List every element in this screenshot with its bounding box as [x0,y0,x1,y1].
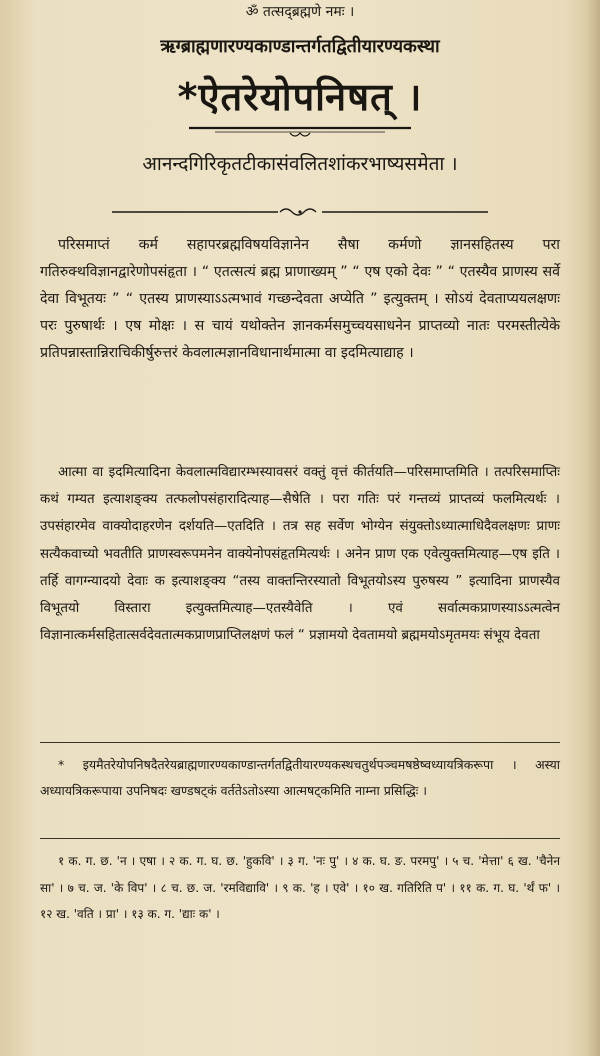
variants-separator [40,838,560,839]
tika-paragraph: आत्मा वा इदमित्यादिना केवलात्मविद्यारम्भस्यावसरं वक्तुं वृत्तं कीर्तयति—परिसमाप्तमिति । तत्परिसमाप्तिः कथं गम्यत इत्याशङ्क्य तत्फलोपसंहारादित्याह—सैषेति । परा गतिः परं गन्तव्यं प्राप्तव्यं फलमित्यर्थः । उपसंहारमेव वाक्योदाहरणेन दर्शयति—एतदिति । तत्र सह सर्वेण भोग्येन संयुक्तोऽध्यात्माधिदैवलक्षणः प्राणः सत्यैकवाच्यो भवतीति प्राणस्वरूपमनेन वाक्येनोपसंहृतमित्यर्थः । अनेन प्राण एक एवेत्युक्तमित्याह—एष इति । तर्हि वागग्न्यादयो देवाः क इत्याशङ्क्य “तस्य वाक्तन्तिरस्यातो विभूतयोऽस्य पुरुषस्य ” इत्यादिना प्राणस्यैव विभूतयो विस्तारा इत्युक्तमित्याह—एतस्यैवेति । एवं सर्वात्मकप्राणस्याऽऽत्मत्वेन विज्ञानात्कर्मसहितात्सर्वदेवतात्मकप्राणप्राप्तिलक्षणं फलं “ प्रज्ञामयो देवतामयो ब्रह्ममयोऽमृतमयः संभूय देवता [40,465,560,644]
bhashya-paragraph: परिसमाप्तं कर्म सहापरब्रह्मविषयविज्ञानेन सैषा कर्मणो ज्ञानसहितस्य परा गतिरुक्थविज्ञानद्वारेणोपसंहृता । “ एतत्सत्यं ब्रह्म प्राणाख्यम् ” “ एष एको देवः ” “ एतस्यैव प्राणस्य सर्वे देवा विभूतयः ” “ एतस्य प्राणस्याऽऽत्मभावं गच्छन्देवता अप्येति ” इत्युक्तम् । सोऽयं देवताप्ययलक्षणः परः पुरुषार्थः । एष मोक्षः । स चायं यथोक्तेन ज्ञानकर्मसमुच्चयसाधनेन प्राप्तव्यो नातः परमस्तीत्येके प्रतिपन्नास्तान्निराचिकीर्षुरुत्तरं केवलात्मज्ञानविधानार्थमात्मा वा इदमित्याद्याह । [40,237,560,361]
section-subtitle: ऋग्ब्राह्मणारण्यकाण्डान्तर्गतद्वितीयारण्यकस्था [160,36,440,57]
variant-readings: १ क. ग. छ. 'न । एषा । २ क. ग. घ. छ. 'हुकवि' । ३ ग. 'नः पु' । ४ क. घ. ङ. परमपु' । ५ च. 'मेत्ता' ६ ख. 'चैनेन सा' । ७ च. ज. 'के विप' । ८ च. छ. ज. 'रमविद्यावि' । ९ क. 'ह । एवे' । १० ख. गतिरिति प' । ११ क. ग. घ. 'र्थं फ' । १२ ख. 'वति । प्रा' । १३ क. ग. 'द्याः क' । [40,854,560,921]
footnote-separator [40,742,560,743]
commentary-note: आनन्दगिरिकृतटीकासंवलितशांकरभाष्यसमेता । [142,153,458,175]
invocation-line: ॐ तत्सद्ब्रह्मणे नमः । [245,4,355,20]
footnote: * इयमैतरेयोपनिषदैतरेयब्राह्मणारण्यकाण्डान्तर्गतद्वितीयारण्यकस्थचतुर्थपञ्चमषष्ठेष्वध्यायत्रिकरूपा । अस्या अध्यायत्रिकरूपाया उपनिषदः खण्डषट्कं वर्ततेऽतोऽस्या आत्मषट्कमिति नाम्ना प्रसिद्धिः । [40,757,560,798]
title-ornament [185,122,415,138]
page-title: *ऐतरेयोपनिषत् । [177,75,423,119]
section-divider-ornament [110,205,490,219]
page-edge-shadow [586,0,600,1056]
